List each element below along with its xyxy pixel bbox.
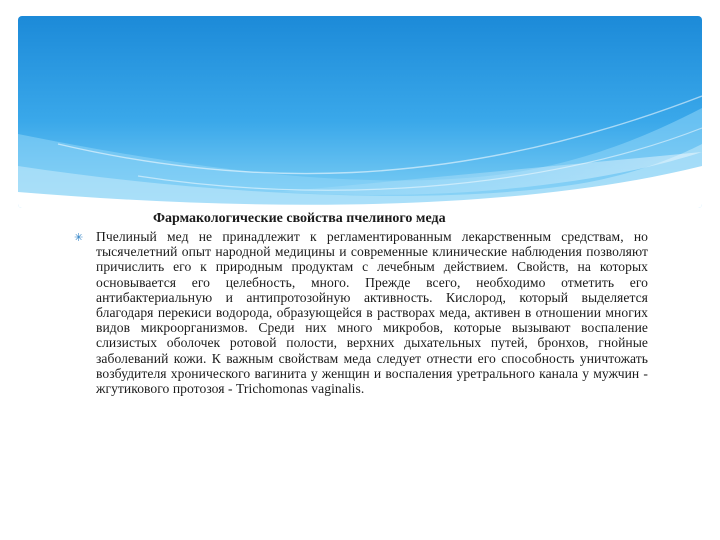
content-area [74,210,648,397]
asterisk-bullet-icon: ✳ [74,232,84,244]
header-decoration [18,16,702,208]
slide-title: Фармакологические свойства пчелиного меда [153,211,446,226]
bullet-item [74,229,648,397]
wave-background [18,16,702,208]
body-paragraph: Пчелиный мед не принадлежит к регламентированным лекарственным средствам, но тысячелетний опыт народной медицины и современные клинические наблюдения позволяют причислить его к природным продуктам с лечебным действием. Свойств, на которых основывается его целебность, много. Прежде всего, необходимо отметить его антибактериальную и антипротозойную активность. Кислород, который выделяется благодаря перекиси водорода, образующейся в растворах меда, активен в отношении многих видов микроорганизмов. Среди них много микробов, которые вызывают воспаление слизистых оболочек ротовой полости, верхних дыхательных путей, бронхов, гнойные заболеваний кожи. К важным свойствам меда следует отнести его способность уничтожать возбудителя хронического вагинита у женщин и воспаления уретрального канала у мужчин - жгутикового протозоя - Trichomonas vaginalis. [96,229,648,397]
